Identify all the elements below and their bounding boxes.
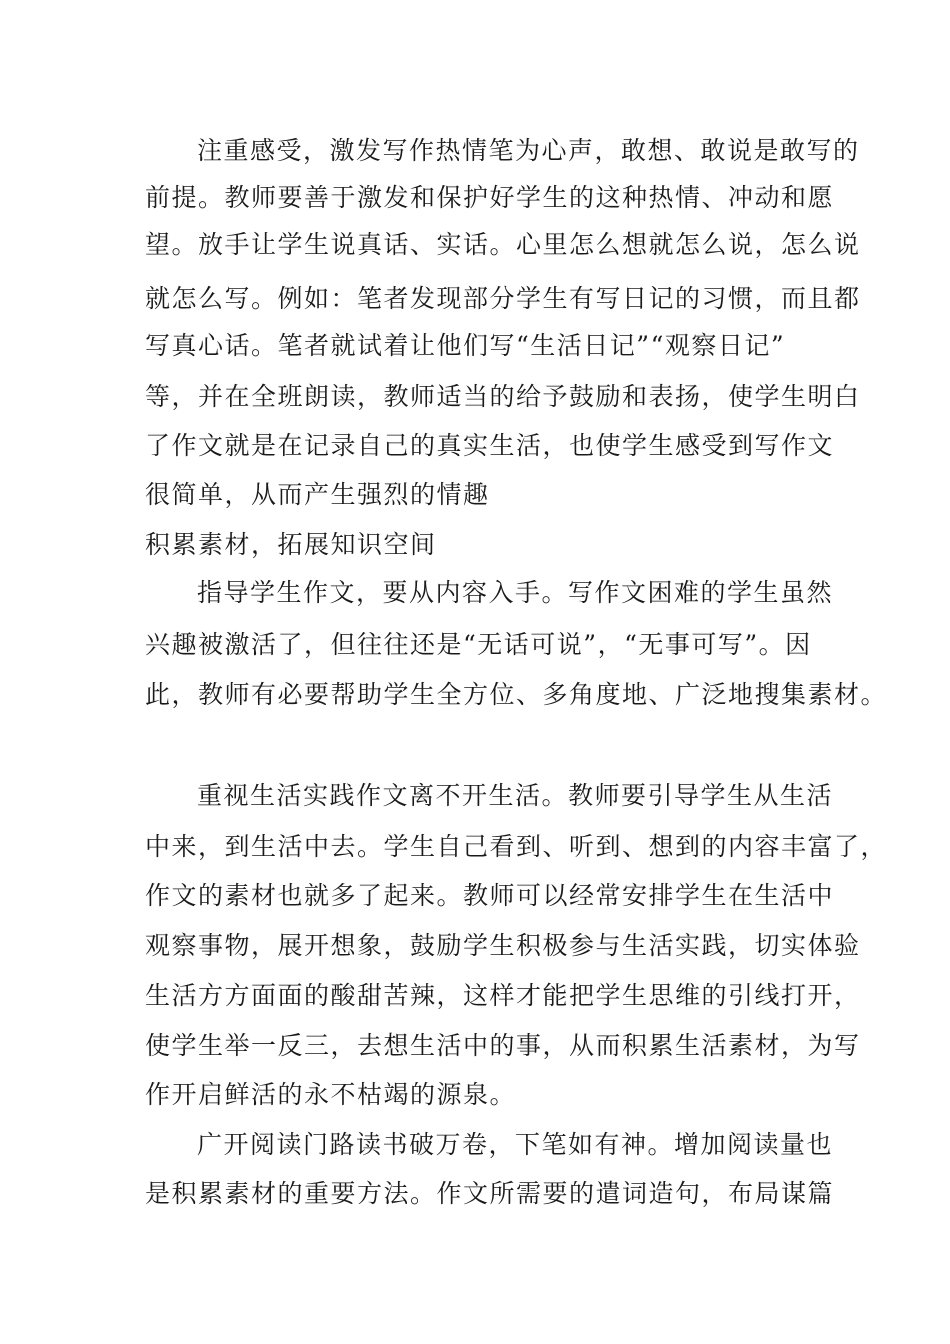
paragraph-line: 重视生活实践作文离不开生活。教师要引导学生从生活 (197, 781, 834, 810)
paragraph-line: 中来，到生活中去。学生自己看到、听到、想到的内容丰富了， (145, 832, 888, 861)
paragraph-line: 写真心话。笔者就试着让他们写“生活日记”“观察日记” (145, 331, 786, 360)
paragraph-line: 很简单，从而产生强烈的情趣 (145, 480, 490, 509)
section-heading: 积累素材，拓展知识空间 (145, 530, 437, 559)
paragraph-line: 观察事物，展开想象，鼓励学生积极参与生活实践，切实体验 (145, 931, 861, 960)
paragraph-line: 使学生举一反三，去想生活中的事，从而积累生活素材，为写 (145, 1031, 861, 1060)
paragraph-line: 兴趣被激活了，但往往还是“无话可说”，“无事可写”。因 (145, 630, 812, 659)
paragraph-line: 了作文就是在记录自己的真实生活，也使学生感受到写作文 (145, 431, 835, 460)
paragraph-line: 是积累素材的重要方法。作文所需要的遣词造句，布局谋篇 (145, 1179, 835, 1208)
paragraph-line: 等，并在全班朗读，教师适当的给予鼓励和表扬，使学生明白 (145, 382, 861, 411)
paragraph-line: 前提。教师要善于激发和保护好学生的这种热情、冲动和愿 (145, 183, 835, 212)
paragraph-line: 望。放手让学生说真话、实话。心里怎么想就怎么说，怎么说 (145, 230, 861, 259)
paragraph-line: 指导学生作文，要从内容入手。写作文困难的学生虽然 (197, 578, 834, 607)
paragraph-line: 作开启鲜活的永不枯竭的源泉。 (145, 1080, 517, 1109)
paragraph-line: 此，教师有必要帮助学生全方位、多角度地、广泛地搜集素材。 (145, 680, 888, 709)
paragraph-line: 注重感受，激发写作热情笔为心声，敢想、敢说是敢写的 (197, 136, 860, 165)
paragraph-line: 作文的素材也就多了起来。教师可以经常安排学生在生活中 (145, 881, 835, 910)
paragraph-line: 生活方方面面的酸甜苦辣，这样才能把学生思维的引线打开， (145, 981, 861, 1010)
paragraph-line: 就怎么写。例如：笔者发现部分学生有写日记的习惯，而且都 (145, 284, 861, 313)
paragraph-line: 广开阅读门路读书破万卷，下笔如有神。增加阅读量也 (197, 1130, 834, 1159)
